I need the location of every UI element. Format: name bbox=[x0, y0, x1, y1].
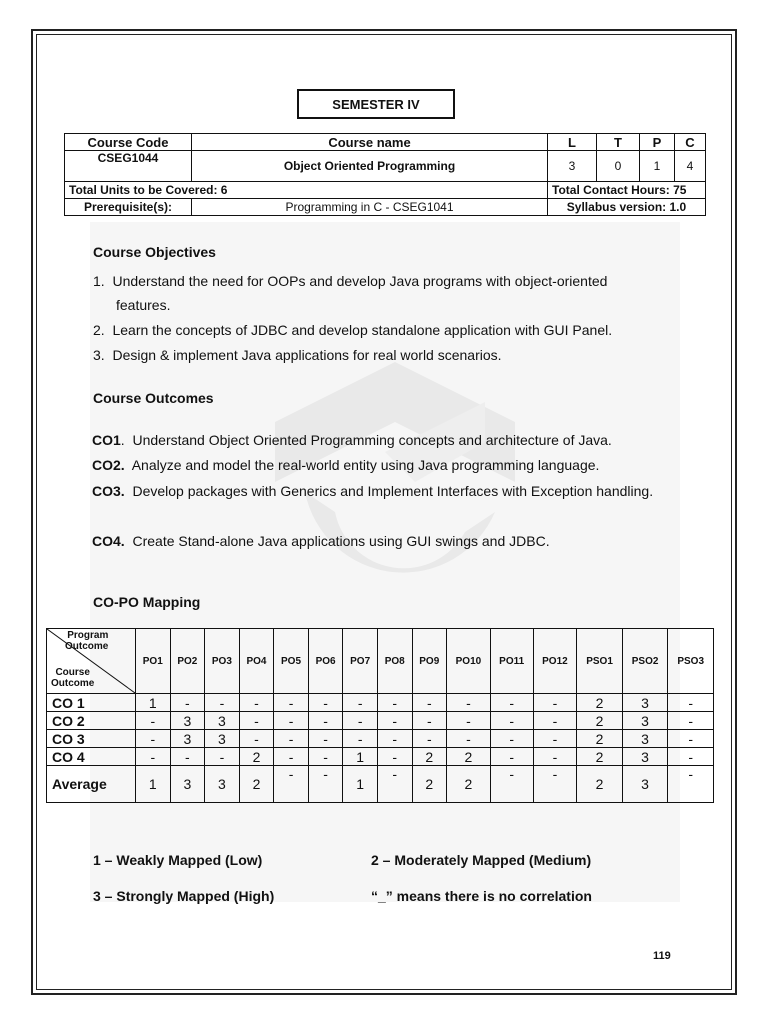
mapping-cell: - bbox=[274, 766, 309, 803]
mapping-cell: - bbox=[136, 712, 171, 730]
objective-item: 2. Learn the concepts of JDBC and develop standalone application with GUI Panel. bbox=[93, 322, 613, 338]
objectives-heading: Course Objectives bbox=[93, 244, 216, 260]
mapping-cell: 1 bbox=[136, 694, 171, 712]
mapping-cell: - bbox=[447, 730, 491, 748]
row-label: CO 2 bbox=[47, 712, 136, 730]
column-header-po4: PO4 bbox=[239, 629, 274, 694]
mapping-cell: - bbox=[412, 730, 447, 748]
mapping-cell: - bbox=[412, 712, 447, 730]
column-header-po2: PO2 bbox=[170, 629, 205, 694]
mapping-cell: - bbox=[343, 712, 378, 730]
mapping-cell: 3 bbox=[170, 766, 205, 803]
mapping-row bbox=[47, 748, 714, 766]
mapping-row bbox=[47, 694, 714, 712]
legend-weak: 1 – Weakly Mapped (Low) bbox=[93, 852, 263, 868]
mapping-cell: - bbox=[533, 748, 577, 766]
column-header-po11: PO11 bbox=[490, 629, 533, 694]
column-header-po1: PO1 bbox=[136, 629, 171, 694]
mapping-cell: 2 bbox=[412, 748, 447, 766]
mapping-cell: 2 bbox=[412, 766, 447, 803]
mapping-cell: - bbox=[377, 748, 412, 766]
l-value: 3 bbox=[548, 151, 597, 182]
syllabus-version: Syllabus version: 1.0 bbox=[548, 199, 706, 216]
mapping-cell: 3 bbox=[170, 712, 205, 730]
mapping-cell: 2 bbox=[577, 748, 623, 766]
prereq-value: Programming in C - CSEG1041 bbox=[192, 199, 548, 216]
co-po-mapping-table bbox=[46, 628, 714, 803]
column-header-pso2: PSO2 bbox=[622, 629, 668, 694]
mapping-cell: - bbox=[377, 766, 412, 803]
mapping-cell: - bbox=[239, 712, 274, 730]
mapping-cell: - bbox=[668, 766, 714, 803]
mapping-cell: - bbox=[490, 730, 533, 748]
column-header-pso3: PSO3 bbox=[668, 629, 714, 694]
objective-item: 3. Design & implement Java applications for real world scenarios. bbox=[93, 347, 502, 363]
mapping-cell: 3 bbox=[622, 730, 668, 748]
mapping-heading: CO-PO Mapping bbox=[93, 594, 201, 610]
course-name-header: Course name bbox=[192, 134, 548, 151]
mapping-cell: - bbox=[668, 730, 714, 748]
mapping-cell: - bbox=[274, 694, 309, 712]
p-header: P bbox=[640, 134, 675, 151]
mapping-cell: - bbox=[308, 748, 343, 766]
mapping-cell: - bbox=[308, 766, 343, 803]
mapping-row bbox=[47, 730, 714, 748]
t-value: 0 bbox=[597, 151, 640, 182]
mapping-cell: - bbox=[205, 748, 240, 766]
mapping-cell: 3 bbox=[205, 712, 240, 730]
mapping-cell: 3 bbox=[622, 766, 668, 803]
mapping-cell: 2 bbox=[577, 712, 623, 730]
mapping-cell: - bbox=[533, 694, 577, 712]
mapping-cell: - bbox=[490, 766, 533, 803]
mapping-cell: 2 bbox=[447, 748, 491, 766]
p-value: 1 bbox=[640, 151, 675, 182]
mapping-cell: - bbox=[239, 694, 274, 712]
outcomes-heading: Course Outcomes bbox=[93, 390, 214, 406]
outcome-item: CO1. Understand Object Oriented Programming concepts and architecture of Java. bbox=[92, 432, 612, 448]
mapping-cell: 3 bbox=[622, 694, 668, 712]
mapping-cell: - bbox=[533, 712, 577, 730]
column-header-po9: PO9 bbox=[412, 629, 447, 694]
mapping-cell: 1 bbox=[343, 766, 378, 803]
column-header-po5: PO5 bbox=[274, 629, 309, 694]
course-code: CSEG1044 bbox=[65, 151, 192, 182]
row-label: CO 1 bbox=[47, 694, 136, 712]
mapping-cell: 1 bbox=[343, 748, 378, 766]
mapping-cell: 2 bbox=[577, 694, 623, 712]
legend-strong: 3 – Strongly Mapped (High) bbox=[93, 888, 275, 904]
mapping-cell: 2 bbox=[239, 766, 274, 803]
mapping-cell: - bbox=[412, 694, 447, 712]
mapping-cell: - bbox=[170, 748, 205, 766]
mapping-cell: - bbox=[274, 712, 309, 730]
c-header: C bbox=[675, 134, 706, 151]
mapping-cell: 3 bbox=[205, 730, 240, 748]
semester-title: SEMESTER IV bbox=[297, 89, 455, 119]
mapping-cell: - bbox=[343, 694, 378, 712]
mapping-cell: - bbox=[205, 694, 240, 712]
column-header-po7: PO7 bbox=[343, 629, 378, 694]
course-info-table bbox=[64, 133, 706, 216]
outcome-item: CO4. Create Stand-alone Java applications using GUI swings and JDBC. bbox=[92, 533, 550, 549]
row-label: Average bbox=[47, 766, 136, 803]
mapping-cell: 3 bbox=[170, 730, 205, 748]
outcome-item: CO3. Develop packages with Generics and Implement Interfaces with Exception handling. bbox=[92, 483, 654, 499]
page-number: 119 bbox=[653, 950, 671, 962]
mapping-cell: - bbox=[343, 730, 378, 748]
objective-item: 1. Understand the need for OOPs and develop Java programs with object-oriented bbox=[93, 273, 608, 289]
mapping-cell: - bbox=[308, 712, 343, 730]
mapping-cell: 3 bbox=[205, 766, 240, 803]
column-header-po6: PO6 bbox=[308, 629, 343, 694]
column-header-po8: PO8 bbox=[377, 629, 412, 694]
mapping-cell: - bbox=[490, 694, 533, 712]
mapping-cell: - bbox=[239, 730, 274, 748]
total-units: Total Units to be Covered: 6 bbox=[65, 182, 548, 199]
mapping-cell: 3 bbox=[622, 712, 668, 730]
mapping-cell: - bbox=[668, 712, 714, 730]
mapping-cell: - bbox=[308, 730, 343, 748]
mapping-cell: - bbox=[377, 694, 412, 712]
mapping-cell: 2 bbox=[447, 766, 491, 803]
mapping-cell: 3 bbox=[622, 748, 668, 766]
legend-moderate: 2 – Moderately Mapped (Medium) bbox=[371, 852, 592, 868]
mapping-cell: - bbox=[668, 694, 714, 712]
corner-header bbox=[47, 629, 136, 694]
column-header-po3: PO3 bbox=[205, 629, 240, 694]
corner-bottom-label: Course Outcome bbox=[51, 667, 95, 689]
row-label: CO 4 bbox=[47, 748, 136, 766]
t-header: T bbox=[597, 134, 640, 151]
course-name: Object Oriented Programming bbox=[192, 151, 548, 182]
row-label: CO 3 bbox=[47, 730, 136, 748]
mapping-cell: - bbox=[447, 694, 491, 712]
column-header-pso1: PSO1 bbox=[577, 629, 623, 694]
mapping-cell: - bbox=[377, 730, 412, 748]
mapping-cell: - bbox=[274, 748, 309, 766]
legend-none: “_” means there is no correlation bbox=[371, 888, 592, 904]
mapping-body bbox=[47, 694, 714, 803]
mapping-cell: - bbox=[533, 730, 577, 748]
mapping-cell: - bbox=[490, 712, 533, 730]
total-hours: Total Contact Hours: 75 bbox=[548, 182, 706, 199]
column-header-po10: PO10 bbox=[447, 629, 491, 694]
mapping-cell: - bbox=[274, 730, 309, 748]
outcome-item: CO2. Analyze and model the real-world entity using Java programming language. bbox=[92, 457, 600, 473]
mapping-cell: 2 bbox=[577, 730, 623, 748]
mapping-cell: - bbox=[533, 766, 577, 803]
mapping-cell: - bbox=[136, 730, 171, 748]
objective-item-continued: features. bbox=[116, 297, 171, 313]
mapping-cell: - bbox=[136, 748, 171, 766]
mapping-cell: - bbox=[377, 712, 412, 730]
mapping-cell: - bbox=[308, 694, 343, 712]
mapping-cell: 2 bbox=[239, 748, 274, 766]
course-code-header: Course Code bbox=[65, 134, 192, 151]
mapping-row bbox=[47, 712, 714, 730]
mapping-cell: - bbox=[170, 694, 205, 712]
mapping-cell: 1 bbox=[136, 766, 171, 803]
c-value: 4 bbox=[675, 151, 706, 182]
column-header-po12: PO12 bbox=[533, 629, 577, 694]
mapping-cell: 2 bbox=[577, 766, 623, 803]
mapping-cell: - bbox=[447, 712, 491, 730]
l-header: L bbox=[548, 134, 597, 151]
mapping-row bbox=[47, 766, 714, 803]
mapping-cell: - bbox=[490, 748, 533, 766]
mapping-cell: - bbox=[668, 748, 714, 766]
prereq-label: Prerequisite(s): bbox=[65, 199, 192, 216]
corner-top-label: Program Outcome bbox=[65, 630, 109, 652]
